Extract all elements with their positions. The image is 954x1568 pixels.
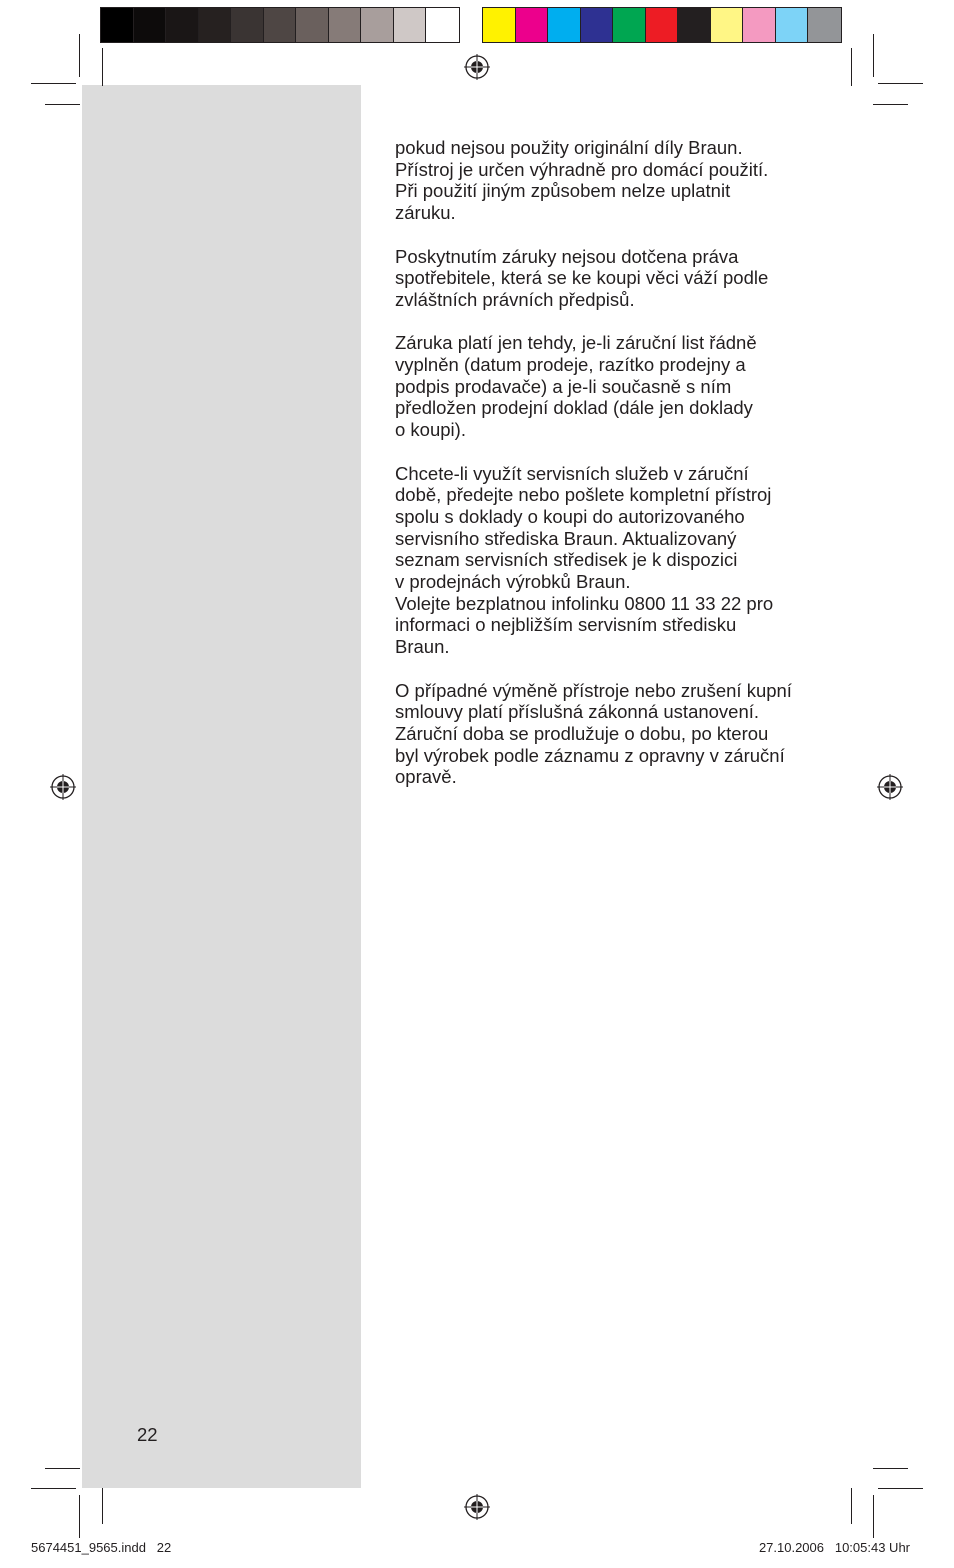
crop-mark [878,83,923,84]
color-swatch [296,8,329,42]
crop-mark [102,1488,103,1524]
color-swatch [264,8,297,42]
color-swatch [166,8,199,42]
color-swatch [483,8,516,42]
crop-mark [873,1495,874,1538]
crop-mark [31,1488,76,1489]
paragraph: pokud nejsou použity originální díly Braun. Přístroj je určen výhradně pro domácí použití. Při použití jiným způsobem nelze uplatnit záruku. [395,137,769,224]
slug-timestamp: 27.10.2006 10:05:43 Uhr [758,1540,910,1555]
color-swatch [231,8,264,42]
color-swatch [646,8,679,42]
crop-mark [45,104,80,105]
registration-mark-icon [464,1494,490,1520]
paragraph: O případné výměně přístroje nebo zrušení kupní smlouvy platí příslušná zákonná ustanovení. Záruční doba se prodlužuje o dobu, po kterou byl výrobek podle záznamu z opravny v záruční opravě. [395,679,792,788]
color-swatch [134,8,167,42]
gray-side-panel [82,85,361,1488]
crop-mark [851,1488,852,1524]
registration-mark-icon [464,54,490,80]
crop-mark [873,1468,908,1469]
color-swatch [808,8,841,42]
color-swatch [394,8,427,42]
page-number: 22 [137,1424,158,1445]
color-swatch [361,8,394,42]
color-swatch [776,8,809,42]
color-swatch [426,8,459,42]
crop-mark [79,34,80,77]
crop-mark [873,104,908,105]
color-swatch [743,8,776,42]
color-swatch [581,8,614,42]
slug-filename: 5674451_9565.indd 22 [31,1540,172,1555]
color-swatch [613,8,646,42]
paragraph: Poskytnutím záruky nejsou dotčena práva spotřebitele, která se ke koupi věci váží podle zvláštních právních předpisů. [395,245,769,310]
crop-mark [79,1495,80,1538]
registration-mark-icon [50,774,76,800]
color-swatch [329,8,362,42]
color-swatch [548,8,581,42]
crop-mark [851,48,852,86]
crop-mark [873,34,874,77]
crop-mark [31,83,76,84]
crop-mark [45,1468,80,1469]
color-swatch [101,8,134,42]
color-swatch [711,8,744,42]
color-calibration-bar-left [100,7,460,43]
paragraph: Záruka platí jen tehdy, je-li záruční list řádně vyplněn (datum prodeje, razítko prodejny a podpis prodavače) a je-li současně s ním předložen prodejní doklad (dále jen doklady o koupi). [395,332,757,441]
crop-mark [878,1488,923,1489]
crop-mark [102,48,103,86]
paragraph: Chcete-li využít servisních služeb v záruční době, předejte nebo pošlete kompletní přístroj spolu s doklady o koupi do autorizovaného servisního střediska Braun. Aktualizovaný seznam servisních středisek je k dispozici v prodejnách výrobků Braun. Volejte bezplatnou infolinku 0800 11 33 22 pro informaci o nejbližším servisním středisku Braun. [395,462,774,658]
color-calibration-bar-right [482,7,842,43]
registration-mark-icon [877,774,903,800]
color-swatch [199,8,232,42]
color-swatch [678,8,711,42]
warranty-text-column [395,137,825,810]
color-swatch [516,8,549,42]
